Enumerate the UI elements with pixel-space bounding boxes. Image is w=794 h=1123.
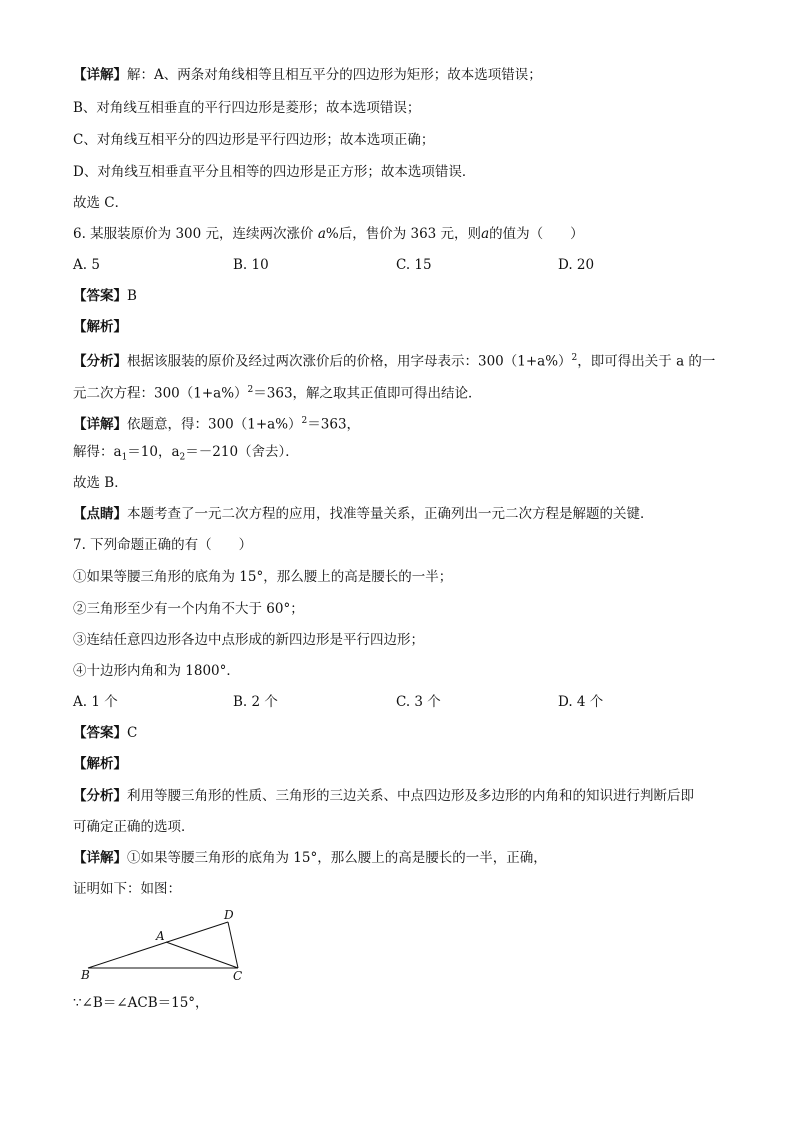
q6-option-b: B. 10 <box>233 257 269 273</box>
q6-option-c: C. 15 <box>396 257 432 273</box>
q5-choose: 故选 C． <box>73 195 129 211</box>
sup: 2 <box>247 385 254 395</box>
q7-stem: 7. 下列命题正确的有（ ） <box>73 537 253 553</box>
q6-detail <box>73 412 360 434</box>
q7-proposition-3: ③连结任意四边形各边中点形成的新四边形是平行四边形； <box>73 632 424 648</box>
label-c: C <box>233 969 243 983</box>
answer-value: C <box>127 725 138 741</box>
triangle-figure <box>78 905 258 985</box>
text: 解得：a <box>73 444 122 460</box>
sup: 2 <box>571 353 578 363</box>
label-a: A <box>156 929 165 943</box>
q5-detail-line-4: D、对角线互相垂直平分且相等的四边形是正方形；故本选项错误． <box>73 164 476 180</box>
q7-proof-intro: 证明如下：如图： <box>73 881 181 897</box>
text: 6. 某服装原价为 300 元，连续两次涨价 <box>73 226 318 242</box>
q5-detail-line-3: C、对角线互相平分的四边形是平行四边形；故本选项正确； <box>73 132 435 148</box>
q6-jiexi: 【解析】 <box>73 319 127 335</box>
q7-option-b: B. 2 个 <box>233 694 278 710</box>
q6-stem <box>73 225 584 243</box>
q7-option-d: D. 4 个 <box>558 694 604 710</box>
q7-proposition-1: ①如果等腰三角形的底角为 15°，那么腰上的高是腰长的一半； <box>73 569 453 585</box>
q7-answer <box>73 724 137 742</box>
comment-tag: 【点睛】 <box>73 506 127 522</box>
q7-proposition-2: ②三角形至少有一个内角不大于 60°； <box>73 601 304 617</box>
line-dc <box>228 922 238 968</box>
q7-proposition-4: ④十边形内角和为 1800°． <box>73 663 240 679</box>
answer-tag: 【答案】 <box>73 288 127 304</box>
text: 元二次方程：300（1+a%） <box>73 385 248 402</box>
answer-value: B <box>127 288 137 304</box>
label-b: B <box>81 968 90 982</box>
q6-analysis-2 <box>73 381 482 403</box>
q6-choose: 故选 B． <box>73 475 128 491</box>
text: ＝363，解之取其正值即可得出结论． <box>253 385 482 402</box>
text: ＝10，a <box>127 444 180 460</box>
text: ①如果等腰三角形的底角为 15°，那么腰上的高是腰长的一半，正确， <box>127 850 547 866</box>
q5-detail-line-1 <box>73 66 542 84</box>
analysis-tag: 【分析】 <box>73 788 127 804</box>
q7-option-c: C. 3 个 <box>396 694 441 710</box>
line-ac <box>166 942 238 968</box>
detail-tag: 【详解】 <box>73 67 127 83</box>
text: 根据该服装的原价及经过两次涨价后的价格，用字母表示：300（1+a%） <box>127 353 572 370</box>
label-d: D <box>224 908 234 922</box>
q7-proof-line: ∵∠B＝∠ACB＝15°， <box>73 995 209 1011</box>
q6-option-a: A. 5 <box>73 257 100 273</box>
var: a <box>481 226 490 242</box>
q5-detail-line-2: B、对角线互相垂直的平行四边形是菱形；故本选项错误； <box>73 100 421 116</box>
text: %后，售价为 363 元，则 <box>325 226 482 242</box>
text: 本题考查了一元二次方程的应用，找准等量关系，正确列出一元二次方程是解题的关键． <box>127 506 654 522</box>
q6-option-d: D. 20 <box>558 257 595 273</box>
sub: 1 <box>121 452 128 463</box>
q7-option-a: A. 1 个 <box>73 694 118 710</box>
q7-analysis-1 <box>73 787 694 805</box>
var: a <box>317 226 326 242</box>
text: 的值为（ ） <box>489 226 584 242</box>
q6-analysis-1 <box>73 349 715 371</box>
text: ，即可得出关于 a 的一 <box>577 353 716 370</box>
sup: 2 <box>301 416 308 426</box>
text: ＝－210（舍去）． <box>185 444 299 460</box>
q7-jiexi: 【解析】 <box>73 756 127 772</box>
q7-analysis-2: 可确定正确的选项． <box>73 819 195 835</box>
text: 利用等腰三角形的性质、三角形的三边关系、中点四边形及多边形的内角和的知识进行判断后即 <box>127 788 694 804</box>
detail-tag: 【详解】 <box>73 416 127 433</box>
analysis-tag: 【分析】 <box>73 353 127 370</box>
q6-solve <box>73 443 299 467</box>
q7-detail <box>73 849 547 867</box>
text: 解：A、两条对角线相等且相互平分的四边形为矩形；故本选项错误； <box>127 67 542 83</box>
text: 依题意，得：300（1+a%） <box>127 416 302 433</box>
q6-answer <box>73 287 137 305</box>
answer-tag: 【答案】 <box>73 725 127 741</box>
sub: 2 <box>179 452 186 463</box>
q6-comment <box>73 505 654 523</box>
detail-tag: 【详解】 <box>73 850 127 866</box>
text: ＝363， <box>307 416 361 433</box>
